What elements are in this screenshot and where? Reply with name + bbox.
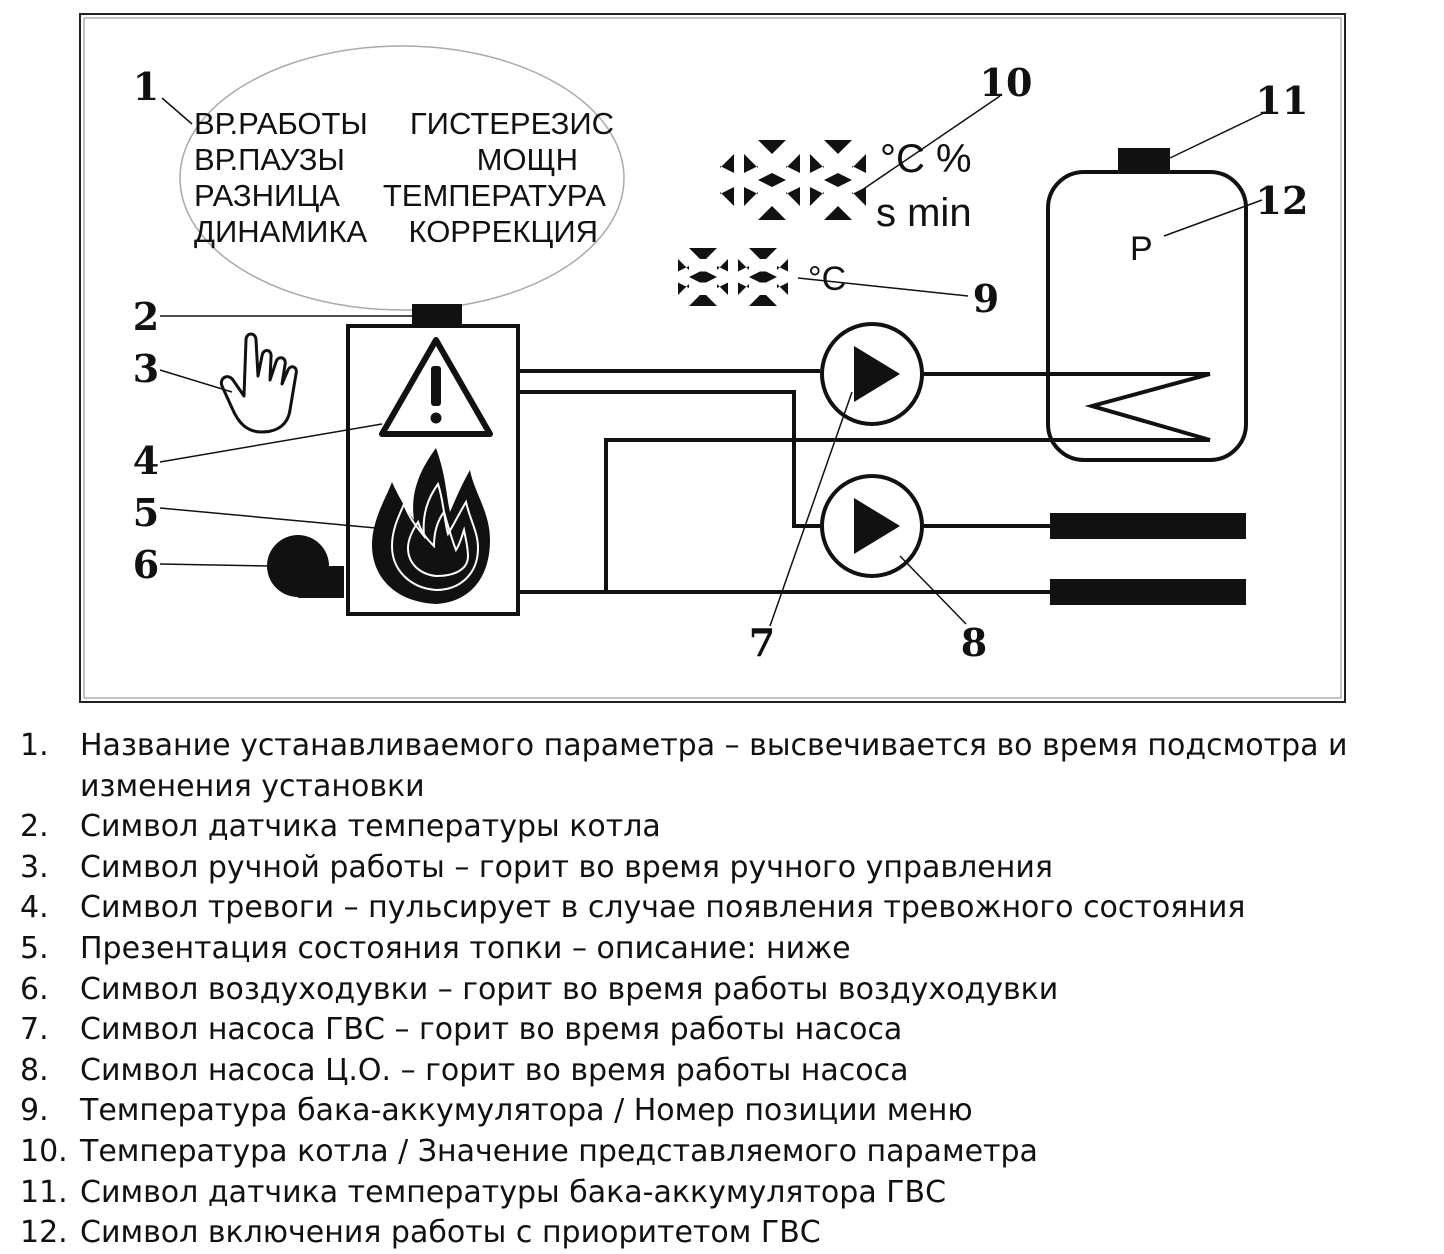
param-dynamics: ДИНАМИКА (194, 214, 368, 249)
callout-4: 4 (132, 438, 160, 483)
small-display-unit: °C (808, 260, 847, 298)
digit-segment (810, 187, 824, 206)
callout-2: 2 (132, 294, 160, 339)
callout-11: 11 (1255, 78, 1309, 123)
tank-sensor-symbol (1118, 148, 1170, 170)
digit-segment (749, 295, 777, 306)
legend-item-number: 8. (20, 1052, 49, 1088)
callout-9: 9 (972, 276, 1000, 321)
legend-item-number: 11. (20, 1174, 68, 1210)
legend-item-number: 9. (20, 1093, 49, 1129)
legend-item-number: 6. (20, 971, 49, 1007)
legend-item (20, 1010, 1440, 1051)
digit-segment (824, 140, 852, 154)
callout-8: 8 (960, 620, 988, 665)
digit-segment (786, 154, 800, 173)
tank-temperature-display (678, 248, 788, 306)
legend-item-text: Презентация состояния топки – описание: ниже (80, 930, 851, 966)
legend-item-number: 10. (20, 1133, 68, 1169)
digit-segment (717, 283, 728, 296)
callout-6: 6 (132, 542, 160, 587)
boiler-sensor-symbol (412, 304, 462, 324)
param-pause-time: ВР.ПАУЗЫ (194, 142, 345, 177)
blower-icon (267, 535, 344, 598)
storage-tank (1048, 172, 1246, 460)
legend-item-text: Символ воздуходувки – горит во время работы воздуходувки (80, 971, 1059, 1007)
digit-segment (720, 187, 734, 206)
legend-list (20, 726, 1440, 1254)
digit-segment (749, 272, 777, 283)
flame-icon (372, 448, 490, 604)
digit-segment (777, 259, 788, 272)
callout-5: 5 (132, 490, 160, 535)
big-display-units-top: °C % (880, 137, 972, 181)
dhw-pump-icon (822, 324, 922, 424)
digit-segment (689, 272, 717, 283)
digit-segment (810, 154, 824, 173)
legend-item (20, 1173, 1440, 1214)
big-display-units-bottom: s min (876, 191, 972, 235)
param-correction: КОРРЕКЦИЯ (408, 214, 598, 249)
digit-segment (689, 248, 717, 259)
param-difference: РАЗНИЦА (194, 178, 340, 213)
legend-item (20, 1132, 1440, 1173)
digit-segment (749, 248, 777, 259)
parameter-name-labels (194, 106, 614, 249)
legend-item (20, 1091, 1440, 1132)
digit-segment (738, 283, 749, 296)
legend-item-number: 2. (20, 809, 49, 845)
digit-segment (758, 140, 786, 154)
digit-segment (852, 187, 866, 206)
param-work-time: ВР.РАБОТЫ (194, 106, 368, 141)
digit-segment (720, 154, 734, 173)
legend-item-number: 12. (20, 1215, 68, 1251)
digit-segment (689, 295, 717, 306)
legend-item (20, 970, 1440, 1011)
legend-item-text: Температура бака-аккумулятора / Номер позиции меню (80, 1093, 973, 1129)
heating-outlet-bar-bottom (1050, 579, 1246, 605)
boiler-temperature-display (720, 140, 866, 220)
param-temperature: ТЕМПЕРАТУРА (382, 178, 606, 213)
digit-segment (738, 259, 749, 272)
legend-item-text: Символ ручной работы – горит во время ручного управления (80, 849, 1053, 885)
callout-1: 1 (132, 64, 160, 109)
callout-12: 12 (1255, 178, 1309, 223)
legend-item (20, 1213, 1440, 1254)
digit-segment (744, 154, 758, 173)
legend-item-text: Символ включения работы с приоритетом ГВС (80, 1215, 821, 1251)
digit-segment (824, 173, 852, 187)
digit-segment (824, 206, 852, 220)
legend-item (20, 848, 1440, 889)
digit-segment (717, 259, 728, 272)
legend-item-number: 5. (20, 930, 49, 966)
digit-segment (758, 173, 786, 187)
legend-item-number: 1. (20, 728, 49, 763)
legend-item-number: 7. (20, 1012, 49, 1048)
legend-item (20, 1051, 1440, 1092)
priority-symbol: P (1130, 230, 1153, 268)
digit-segment (758, 206, 786, 220)
digit-segment (678, 259, 689, 272)
callout-3: 3 (132, 346, 160, 391)
heating-outlet-bar-top (1050, 513, 1246, 539)
legend-item-text: Символ датчика температуры котла (80, 809, 661, 845)
alarm-icon (382, 340, 490, 434)
digit-segment (852, 154, 866, 173)
legend-item-number: 4. (20, 890, 49, 926)
legend-item (20, 888, 1440, 929)
heating-pump-icon (822, 476, 922, 576)
callout-10: 10 (979, 60, 1033, 105)
legend-item-text: Символ насоса ГВС – горит во время работы насоса (80, 1012, 903, 1048)
manual-mode-hand-icon (221, 334, 296, 432)
param-hysteresis: ГИСТЕРЕЗИС (409, 106, 614, 141)
legend-item-number: 3. (20, 849, 49, 885)
legend-item (20, 726, 1440, 807)
callout-7: 7 (748, 620, 776, 665)
legend-item-text: Название устанавливаемого параметра – высвечивается во время подсмотра и изменения установки (80, 728, 1348, 804)
digit-segment (744, 187, 758, 206)
digit-segment (777, 283, 788, 296)
legend-item-text: Температура котла / Значение представляемого параметра (80, 1133, 1038, 1169)
legend-item-text: Символ датчика температуры бака-аккумулятора ГВС (80, 1174, 947, 1210)
legend-item (20, 807, 1440, 848)
legend-item-text: Символ насоса Ц.О. – горит во время работы насоса (80, 1052, 909, 1088)
legend-item (20, 929, 1440, 970)
digit-segment (786, 187, 800, 206)
legend-item-text: Символ тревоги – пульсирует в случае появления тревожного состояния (80, 890, 1246, 926)
digit-segment (678, 283, 689, 296)
param-power: МОЩН (476, 142, 578, 177)
